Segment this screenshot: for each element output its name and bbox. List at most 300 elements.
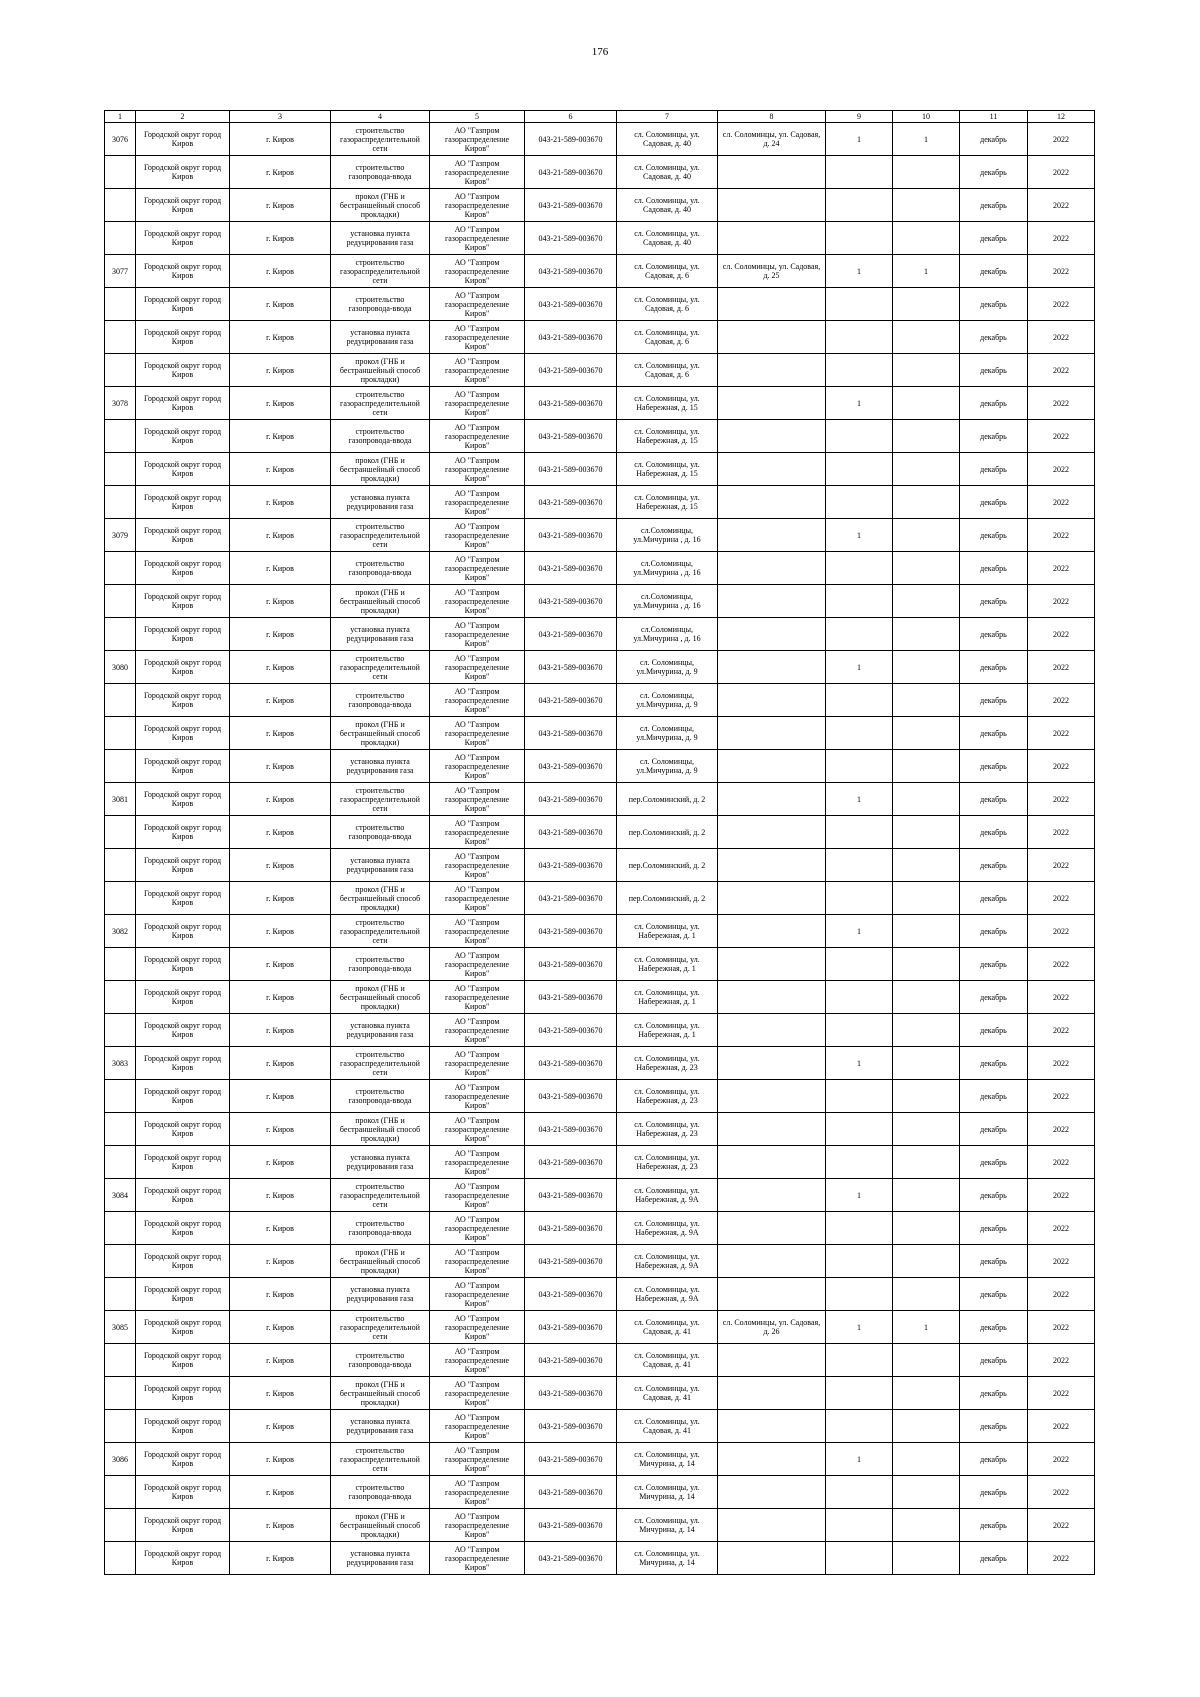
year-cell: 2022 <box>1028 354 1095 387</box>
year-cell: 2022 <box>1028 1014 1095 1047</box>
address-cell: сл. Соломинцы, ул. Садовая, д. 41 <box>617 1311 718 1344</box>
work-type-cell: строительство газораспределительной сети <box>331 915 430 948</box>
organization-cell: АО "Газпром газораспределение Киров" <box>430 750 525 783</box>
district-cell: Городской округ город Киров <box>136 387 230 420</box>
district-cell: Городской округ город Киров <box>136 486 230 519</box>
code-cell: 043-21-589-003670 <box>525 618 617 651</box>
column-header: 9 <box>826 111 893 123</box>
code-cell: 043-21-589-003670 <box>525 585 617 618</box>
table-row <box>105 189 1095 222</box>
district-cell: Городской округ город Киров <box>136 783 230 816</box>
city-cell: г. Киров <box>230 948 331 981</box>
city-cell: г. Киров <box>230 816 331 849</box>
table-row <box>105 1014 1095 1047</box>
month-cell: декабрь <box>960 1113 1028 1146</box>
address-secondary-cell <box>718 1443 826 1476</box>
table-row <box>105 948 1095 981</box>
code-cell: 043-21-589-003670 <box>525 321 617 354</box>
year-cell: 2022 <box>1028 981 1095 1014</box>
code-cell: 043-21-589-003670 <box>525 882 617 915</box>
address-cell: сл.Соломинцы, ул.Мичурина , д. 16 <box>617 618 718 651</box>
count2-cell <box>893 288 960 321</box>
organization-cell: АО "Газпром газораспределение Киров" <box>430 1245 525 1278</box>
district-cell: Городской округ город Киров <box>136 321 230 354</box>
city-cell: г. Киров <box>230 585 331 618</box>
district-cell: Городской округ город Киров <box>136 156 230 189</box>
table-row <box>105 1542 1095 1575</box>
code-cell: 043-21-589-003670 <box>525 1278 617 1311</box>
address-cell: сл. Соломинцы, ул. Набережная, д. 9А <box>617 1212 718 1245</box>
district-cell: Городской округ город Киров <box>136 1179 230 1212</box>
count2-cell <box>893 189 960 222</box>
count2-cell <box>893 1377 960 1410</box>
table-row <box>105 1113 1095 1146</box>
row-number-cell <box>105 453 136 486</box>
district-cell: Городской округ город Киров <box>136 717 230 750</box>
row-number-cell <box>105 420 136 453</box>
month-cell: декабрь <box>960 1344 1028 1377</box>
address-cell: сл. Соломинцы, ул. Садовая, д. 40 <box>617 189 718 222</box>
row-number-cell <box>105 1542 136 1575</box>
district-cell: Городской округ город Киров <box>136 948 230 981</box>
column-header: 2 <box>136 111 230 123</box>
organization-cell: АО "Газпром газораспределение Киров" <box>430 717 525 750</box>
work-type-cell: прокол (ГНБ и бестраншейный способ прокладки) <box>331 1245 430 1278</box>
count-cell <box>826 1344 893 1377</box>
address-secondary-cell <box>718 420 826 453</box>
district-cell: Городской округ город Киров <box>136 255 230 288</box>
organization-cell: АО "Газпром газораспределение Киров" <box>430 1113 525 1146</box>
count2-cell <box>893 1080 960 1113</box>
address-secondary-cell <box>718 1542 826 1575</box>
address-secondary-cell <box>718 585 826 618</box>
month-cell: декабрь <box>960 1146 1028 1179</box>
city-cell: г. Киров <box>230 882 331 915</box>
city-cell: г. Киров <box>230 1146 331 1179</box>
year-cell: 2022 <box>1028 1410 1095 1443</box>
organization-cell: АО "Газпром газораспределение Киров" <box>430 1344 525 1377</box>
count-cell: 1 <box>826 1443 893 1476</box>
address-cell: сл. Соломинцы, ул. Набережная, д. 15 <box>617 387 718 420</box>
count-cell <box>826 1509 893 1542</box>
organization-cell: АО "Газпром газораспределение Киров" <box>430 156 525 189</box>
district-cell: Городской округ город Киров <box>136 981 230 1014</box>
organization-cell: АО "Газпром газораспределение Киров" <box>430 321 525 354</box>
table-row <box>105 981 1095 1014</box>
address-secondary-cell <box>718 1080 826 1113</box>
row-number-cell <box>105 156 136 189</box>
count2-cell <box>893 948 960 981</box>
organization-cell: АО "Газпром газораспределение Киров" <box>430 1014 525 1047</box>
address-secondary-cell: сл. Соломинцы, ул. Садовая, д. 24 <box>718 123 826 156</box>
count2-cell <box>893 1245 960 1278</box>
table-row <box>105 1146 1095 1179</box>
address-secondary-cell <box>718 156 826 189</box>
address-cell: сл. Соломинцы, ул. Набережная, д. 23 <box>617 1080 718 1113</box>
city-cell: г. Киров <box>230 156 331 189</box>
table-row <box>105 915 1095 948</box>
count-cell: 1 <box>826 1311 893 1344</box>
code-cell: 043-21-589-003670 <box>525 1113 617 1146</box>
count-cell: 1 <box>826 387 893 420</box>
work-type-cell: строительство газораспределительной сети <box>331 123 430 156</box>
work-type-cell: установка пункта редуцирования газа <box>331 1146 430 1179</box>
address-cell: пер.Соломинский, д. 2 <box>617 849 718 882</box>
code-cell: 043-21-589-003670 <box>525 420 617 453</box>
count-cell <box>826 1476 893 1509</box>
month-cell: декабрь <box>960 1179 1028 1212</box>
year-cell: 2022 <box>1028 1113 1095 1146</box>
month-cell: декабрь <box>960 1047 1028 1080</box>
table-row <box>105 519 1095 552</box>
code-cell: 043-21-589-003670 <box>525 948 617 981</box>
month-cell: декабрь <box>960 486 1028 519</box>
address-secondary-cell <box>718 1047 826 1080</box>
work-type-cell: установка пункта редуцирования газа <box>331 222 430 255</box>
registry-table <box>104 110 1095 1575</box>
count-cell <box>826 288 893 321</box>
row-number-cell <box>105 1146 136 1179</box>
column-header: 5 <box>430 111 525 123</box>
row-number-cell <box>105 321 136 354</box>
count-cell: 1 <box>826 519 893 552</box>
district-cell: Городской округ город Киров <box>136 354 230 387</box>
table-row <box>105 255 1095 288</box>
address-secondary-cell <box>718 1146 826 1179</box>
code-cell: 043-21-589-003670 <box>525 486 617 519</box>
count2-cell <box>893 453 960 486</box>
address-secondary-cell <box>718 981 826 1014</box>
month-cell: декабрь <box>960 1542 1028 1575</box>
address-secondary-cell <box>718 1509 826 1542</box>
row-number-cell: 3083 <box>105 1047 136 1080</box>
count2-cell <box>893 486 960 519</box>
count2-cell <box>893 684 960 717</box>
row-number-cell: 3078 <box>105 387 136 420</box>
address-cell: пер.Соломинский, д. 2 <box>617 882 718 915</box>
work-type-cell: строительство газораспределительной сети <box>331 1443 430 1476</box>
year-cell: 2022 <box>1028 1146 1095 1179</box>
count-cell <box>826 618 893 651</box>
district-cell: Городской округ город Киров <box>136 1311 230 1344</box>
address-cell: сл. Соломинцы, ул. Набережная, д. 15 <box>617 453 718 486</box>
code-cell: 043-21-589-003670 <box>525 519 617 552</box>
year-cell: 2022 <box>1028 552 1095 585</box>
organization-cell: АО "Газпром газораспределение Киров" <box>430 1443 525 1476</box>
district-cell: Городской округ город Киров <box>136 222 230 255</box>
table-row <box>105 1212 1095 1245</box>
year-cell: 2022 <box>1028 1212 1095 1245</box>
month-cell: декабрь <box>960 981 1028 1014</box>
district-cell: Городской округ город Киров <box>136 1410 230 1443</box>
work-type-cell: строительство газораспределительной сети <box>331 1179 430 1212</box>
address-secondary-cell <box>718 1278 826 1311</box>
district-cell: Городской округ город Киров <box>136 1476 230 1509</box>
year-cell: 2022 <box>1028 1080 1095 1113</box>
year-cell: 2022 <box>1028 486 1095 519</box>
address-cell: сл. Соломинцы, ул. Садовая, д. 40 <box>617 123 718 156</box>
address-cell: сл. Соломинцы, ул.Мичурина, д. 9 <box>617 684 718 717</box>
organization-cell: АО "Газпром газораспределение Киров" <box>430 915 525 948</box>
row-number-cell <box>105 486 136 519</box>
column-header: 4 <box>331 111 430 123</box>
address-secondary-cell <box>718 1212 826 1245</box>
code-cell: 043-21-589-003670 <box>525 1080 617 1113</box>
year-cell: 2022 <box>1028 1344 1095 1377</box>
count2-cell: 1 <box>893 1311 960 1344</box>
row-number-cell <box>105 882 136 915</box>
city-cell: г. Киров <box>230 1410 331 1443</box>
work-type-cell: строительство газопровода-ввода <box>331 288 430 321</box>
city-cell: г. Киров <box>230 1245 331 1278</box>
count-cell <box>826 1146 893 1179</box>
address-secondary-cell <box>718 189 826 222</box>
code-cell: 043-21-589-003670 <box>525 1047 617 1080</box>
row-number-cell <box>105 354 136 387</box>
row-number-cell <box>105 1080 136 1113</box>
work-type-cell: прокол (ГНБ и бестраншейный способ прокладки) <box>331 717 430 750</box>
address-cell: пер.Соломинский, д. 2 <box>617 816 718 849</box>
address-cell: сл. Соломинцы, ул. Набережная, д. 23 <box>617 1047 718 1080</box>
organization-cell: АО "Газпром газораспределение Киров" <box>430 816 525 849</box>
city-cell: г. Киров <box>230 915 331 948</box>
code-cell: 043-21-589-003670 <box>525 387 617 420</box>
code-cell: 043-21-589-003670 <box>525 1179 617 1212</box>
row-number-cell: 3076 <box>105 123 136 156</box>
month-cell: декабрь <box>960 915 1028 948</box>
address-cell: сл. Соломинцы, ул.Мичурина, д. 9 <box>617 750 718 783</box>
code-cell: 043-21-589-003670 <box>525 1410 617 1443</box>
address-secondary-cell <box>718 1476 826 1509</box>
code-cell: 043-21-589-003670 <box>525 849 617 882</box>
district-cell: Городской округ город Киров <box>136 519 230 552</box>
table-row <box>105 1179 1095 1212</box>
year-cell: 2022 <box>1028 1311 1095 1344</box>
city-cell: г. Киров <box>230 189 331 222</box>
year-cell: 2022 <box>1028 1443 1095 1476</box>
table-row <box>105 1509 1095 1542</box>
district-cell: Городской округ город Киров <box>136 684 230 717</box>
address-secondary-cell <box>718 321 826 354</box>
code-cell: 043-21-589-003670 <box>525 1212 617 1245</box>
table-row <box>105 684 1095 717</box>
table-row <box>105 750 1095 783</box>
city-cell: г. Киров <box>230 1476 331 1509</box>
work-type-cell: прокол (ГНБ и бестраншейный способ прокладки) <box>331 453 430 486</box>
code-cell: 043-21-589-003670 <box>525 1542 617 1575</box>
column-header: 10 <box>893 111 960 123</box>
month-cell: декабрь <box>960 255 1028 288</box>
count2-cell <box>893 222 960 255</box>
count2-cell <box>893 1344 960 1377</box>
count-cell <box>826 189 893 222</box>
month-cell: декабрь <box>960 387 1028 420</box>
month-cell: декабрь <box>960 1245 1028 1278</box>
count-cell <box>826 1014 893 1047</box>
count2-cell <box>893 1542 960 1575</box>
count-cell <box>826 1377 893 1410</box>
organization-cell: АО "Газпром газораспределение Киров" <box>430 222 525 255</box>
address-cell: сл. Соломинцы, ул. Садовая, д. 6 <box>617 255 718 288</box>
year-cell: 2022 <box>1028 1377 1095 1410</box>
table-row <box>105 1344 1095 1377</box>
month-cell: декабрь <box>960 156 1028 189</box>
year-cell: 2022 <box>1028 189 1095 222</box>
year-cell: 2022 <box>1028 123 1095 156</box>
address-secondary-cell <box>718 915 826 948</box>
district-cell: Городской округ город Киров <box>136 651 230 684</box>
address-secondary-cell <box>718 222 826 255</box>
table-row <box>105 882 1095 915</box>
count2-cell <box>893 519 960 552</box>
city-cell: г. Киров <box>230 618 331 651</box>
work-type-cell: прокол (ГНБ и бестраншейный способ прокладки) <box>331 1113 430 1146</box>
count-cell <box>826 1542 893 1575</box>
work-type-cell: установка пункта редуцирования газа <box>331 1014 430 1047</box>
month-cell: декабрь <box>960 288 1028 321</box>
work-type-cell: прокол (ГНБ и бестраншейный способ прокладки) <box>331 1377 430 1410</box>
code-cell: 043-21-589-003670 <box>525 255 617 288</box>
code-cell: 043-21-589-003670 <box>525 717 617 750</box>
organization-cell: АО "Газпром газораспределение Киров" <box>430 684 525 717</box>
address-secondary-cell <box>718 486 826 519</box>
organization-cell: АО "Газпром газораспределение Киров" <box>430 948 525 981</box>
work-type-cell: строительство газораспределительной сети <box>331 1047 430 1080</box>
count2-cell: 1 <box>893 255 960 288</box>
count-cell <box>826 156 893 189</box>
row-number-cell <box>105 1344 136 1377</box>
district-cell: Городской округ город Киров <box>136 750 230 783</box>
row-number-cell: 3085 <box>105 1311 136 1344</box>
city-cell: г. Киров <box>230 519 331 552</box>
count-cell <box>826 1080 893 1113</box>
address-cell: сл. Соломинцы, ул. Набережная, д. 1 <box>617 915 718 948</box>
row-number-cell <box>105 288 136 321</box>
table-row <box>105 1377 1095 1410</box>
month-cell: декабрь <box>960 882 1028 915</box>
month-cell: декабрь <box>960 585 1028 618</box>
organization-cell: АО "Газпром газораспределение Киров" <box>430 420 525 453</box>
row-number-cell <box>105 222 136 255</box>
district-cell: Городской округ город Киров <box>136 1146 230 1179</box>
count2-cell <box>893 1410 960 1443</box>
city-cell: г. Киров <box>230 1377 331 1410</box>
year-cell: 2022 <box>1028 420 1095 453</box>
district-cell: Городской округ город Киров <box>136 1542 230 1575</box>
row-number-cell <box>105 717 136 750</box>
month-cell: декабрь <box>960 453 1028 486</box>
code-cell: 043-21-589-003670 <box>525 783 617 816</box>
address-cell: сл. Соломинцы, ул. Набережная, д. 9А <box>617 1278 718 1311</box>
organization-cell: АО "Газпром газораспределение Киров" <box>430 1377 525 1410</box>
row-number-cell: 3079 <box>105 519 136 552</box>
city-cell: г. Киров <box>230 1113 331 1146</box>
district-cell: Городской округ город Киров <box>136 915 230 948</box>
year-cell: 2022 <box>1028 156 1095 189</box>
table-row <box>105 156 1095 189</box>
organization-cell: АО "Газпром газораспределение Киров" <box>430 1476 525 1509</box>
month-cell: декабрь <box>960 1509 1028 1542</box>
count-cell <box>826 222 893 255</box>
year-cell: 2022 <box>1028 387 1095 420</box>
code-cell: 043-21-589-003670 <box>525 684 617 717</box>
address-cell: сл. Соломинцы, ул.Мичурина, д. 9 <box>617 717 718 750</box>
organization-cell: АО "Газпром газораспределение Киров" <box>430 882 525 915</box>
month-cell: декабрь <box>960 1014 1028 1047</box>
organization-cell: АО "Газпром газораспределение Киров" <box>430 1509 525 1542</box>
address-cell: сл. Соломинцы, ул. Набережная, д. 9А <box>617 1179 718 1212</box>
month-cell: декабрь <box>960 849 1028 882</box>
count2-cell <box>893 1179 960 1212</box>
row-number-cell <box>105 585 136 618</box>
count2-cell <box>893 156 960 189</box>
address-secondary-cell: сл. Соломинцы, ул. Садовая, д. 26 <box>718 1311 826 1344</box>
count-cell <box>826 1410 893 1443</box>
address-cell: сл.Соломинцы, ул.Мичурина , д. 16 <box>617 519 718 552</box>
year-cell: 2022 <box>1028 948 1095 981</box>
row-number-cell <box>105 816 136 849</box>
month-cell: декабрь <box>960 1278 1028 1311</box>
year-cell: 2022 <box>1028 849 1095 882</box>
count-cell <box>826 816 893 849</box>
code-cell: 043-21-589-003670 <box>525 750 617 783</box>
district-cell: Городской округ город Киров <box>136 1080 230 1113</box>
count-cell: 1 <box>826 651 893 684</box>
count2-cell <box>893 783 960 816</box>
count-cell: 1 <box>826 1047 893 1080</box>
city-cell: г. Киров <box>230 783 331 816</box>
city-cell: г. Киров <box>230 717 331 750</box>
work-type-cell: установка пункта редуцирования газа <box>331 1410 430 1443</box>
district-cell: Городской округ город Киров <box>136 288 230 321</box>
count-cell <box>826 420 893 453</box>
city-cell: г. Киров <box>230 651 331 684</box>
address-secondary-cell <box>718 288 826 321</box>
address-cell: сл. Соломинцы, ул. Садовая, д. 6 <box>617 288 718 321</box>
work-type-cell: строительство газопровода-ввода <box>331 1212 430 1245</box>
table-row <box>105 1410 1095 1443</box>
city-cell: г. Киров <box>230 1278 331 1311</box>
work-type-cell: строительство газопровода-ввода <box>331 1476 430 1509</box>
count-cell <box>826 453 893 486</box>
work-type-cell: строительство газораспределительной сети <box>331 783 430 816</box>
city-cell: г. Киров <box>230 1542 331 1575</box>
row-number-cell: 3077 <box>105 255 136 288</box>
month-cell: декабрь <box>960 717 1028 750</box>
table-row <box>105 1476 1095 1509</box>
year-cell: 2022 <box>1028 750 1095 783</box>
column-header: 12 <box>1028 111 1095 123</box>
month-cell: декабрь <box>960 189 1028 222</box>
count2-cell <box>893 1212 960 1245</box>
table-row <box>105 618 1095 651</box>
organization-cell: АО "Газпром газораспределение Киров" <box>430 585 525 618</box>
count2-cell <box>893 585 960 618</box>
count2-cell <box>893 552 960 585</box>
address-cell: сл. Соломинцы, ул. Набережная, д. 1 <box>617 1014 718 1047</box>
count2-cell <box>893 618 960 651</box>
work-type-cell: строительство газопровода-ввода <box>331 816 430 849</box>
table-row <box>105 1080 1095 1113</box>
month-cell: декабрь <box>960 750 1028 783</box>
city-cell: г. Киров <box>230 123 331 156</box>
district-cell: Городской округ город Киров <box>136 189 230 222</box>
work-type-cell: строительство газопровода-ввода <box>331 1080 430 1113</box>
work-type-cell: установка пункта редуцирования газа <box>331 750 430 783</box>
district-cell: Городской округ город Киров <box>136 1377 230 1410</box>
address-cell: сл. Соломинцы, ул. Садовая, д. 40 <box>617 222 718 255</box>
city-cell: г. Киров <box>230 1014 331 1047</box>
